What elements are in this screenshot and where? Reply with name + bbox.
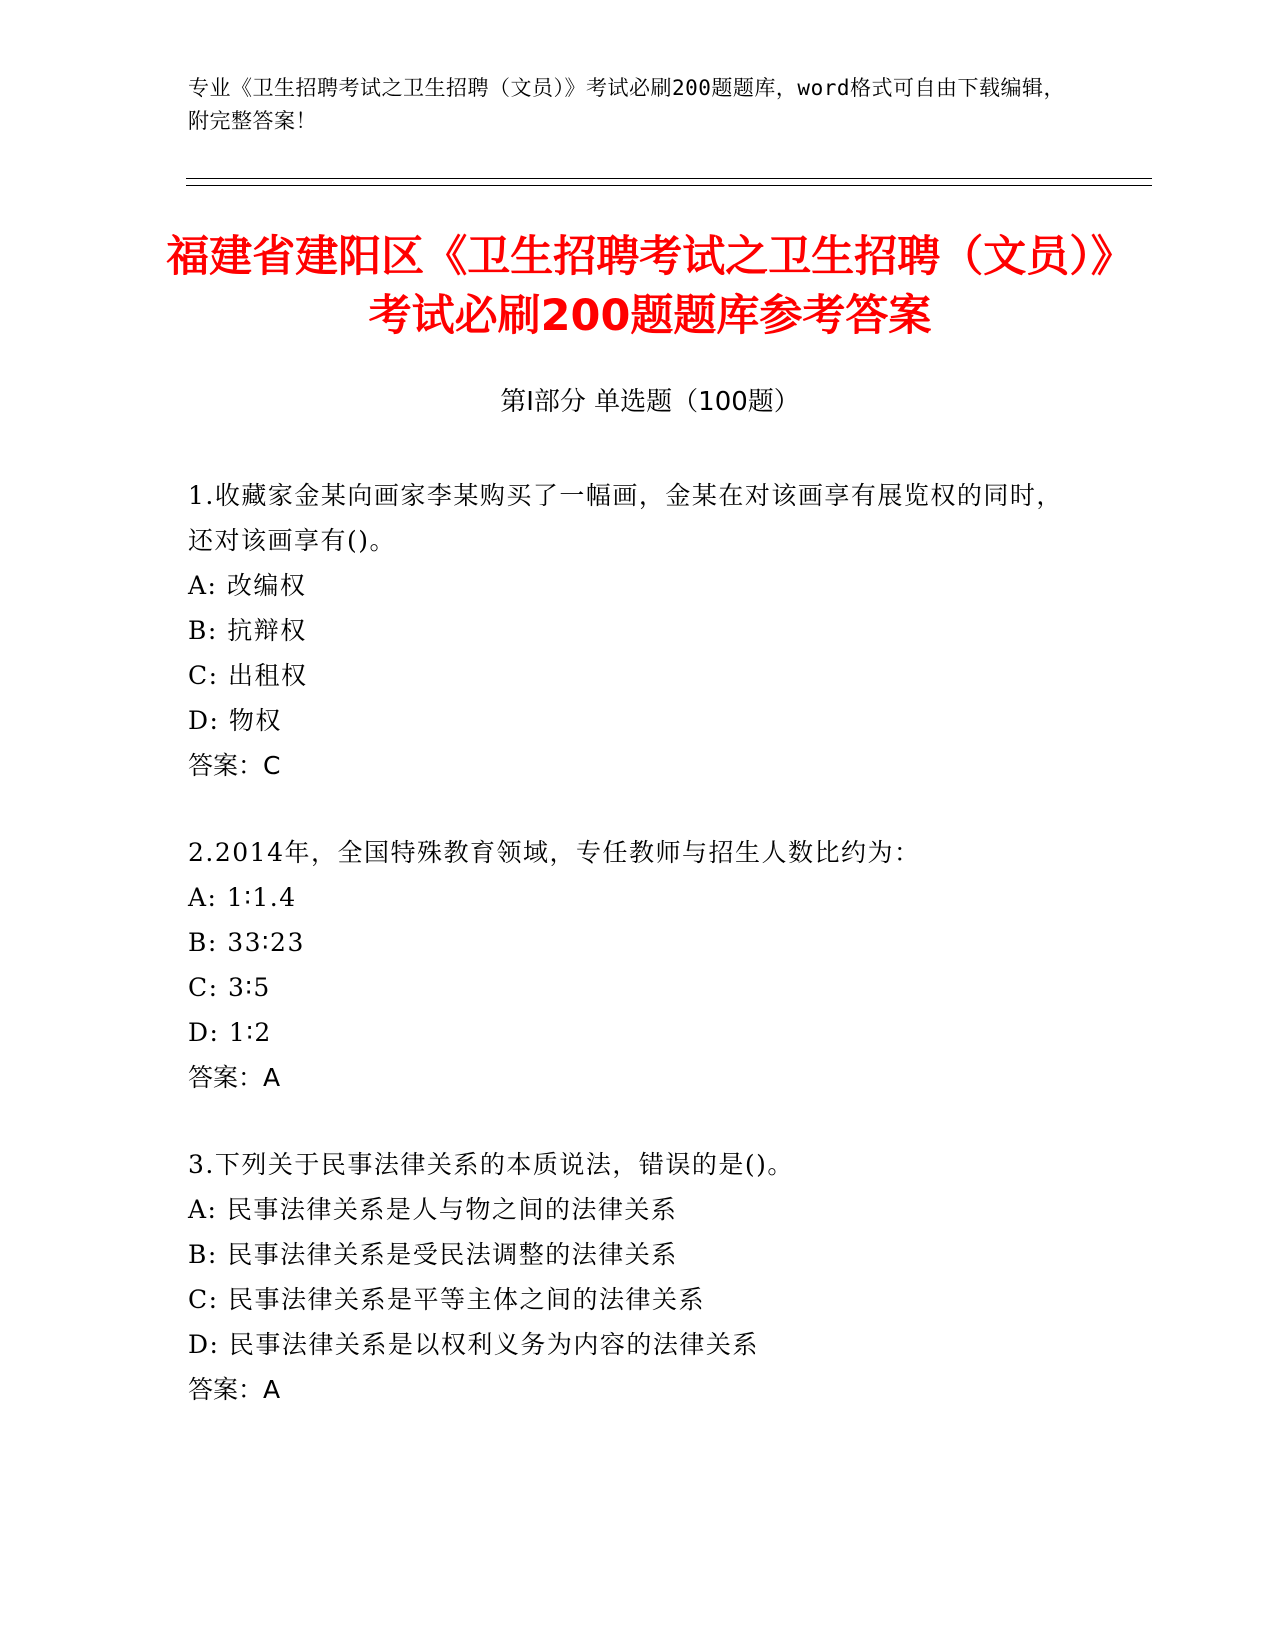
- option-b: B: 民事法律关系是受民法调整的法律关系: [188, 1240, 678, 1269]
- option-c: C: 出租权: [188, 661, 308, 690]
- header-note: 专业《卫生招聘考试之卫生招聘（文员）》考试必刷200题题库，word格式可自由下载编辑，附完整答案！: [188, 76, 1065, 133]
- header-divider-bottom: [186, 185, 1152, 186]
- answer-line: 答案：A: [188, 1375, 281, 1404]
- option-b: B: 33∶23: [188, 928, 305, 957]
- option-a: A: 改编权: [188, 571, 307, 600]
- question-list: [188, 473, 1068, 1454]
- option-d: D: 民事法律关系是以权利义务为内容的法律关系: [188, 1330, 759, 1359]
- document-title: 福建省建阳区《卫生招聘考试之卫生招聘（文员）》考试必刷200题题库参考答案: [166, 232, 1134, 341]
- answer-line: 答案：A: [188, 1063, 281, 1092]
- question-stem: 2.2014年，全国特殊教育领域，专任教师与招生人数比约为：: [188, 838, 921, 867]
- header-divider-top: [186, 178, 1152, 179]
- option-c: C: 3∶5: [188, 973, 271, 1002]
- section-heading: 第I部分 单选题（100题）: [500, 387, 800, 417]
- question-stem: 3.下列关于民事法律关系的本质说法，错误的是()。: [188, 1150, 794, 1179]
- option-a: A: 1∶1.4: [188, 883, 297, 912]
- question-stem: 1.收藏家金某向画家李某购买了一幅画，金某在对该画享有展览权的同时，还对该画享有()。: [188, 481, 1063, 555]
- option-d: D: 物权: [188, 706, 282, 735]
- question-item: [188, 830, 1068, 1100]
- option-c: C: 民事法律关系是平等主体之间的法律关系: [188, 1285, 705, 1314]
- option-a: A: 民事法律关系是人与物之间的法律关系: [188, 1195, 678, 1224]
- answer-line: 答案：C: [188, 751, 281, 780]
- option-b: B: 抗辩权: [188, 616, 307, 645]
- question-item: [188, 473, 1068, 788]
- option-d: D: 1∶2: [188, 1018, 272, 1047]
- question-item: [188, 1142, 1068, 1412]
